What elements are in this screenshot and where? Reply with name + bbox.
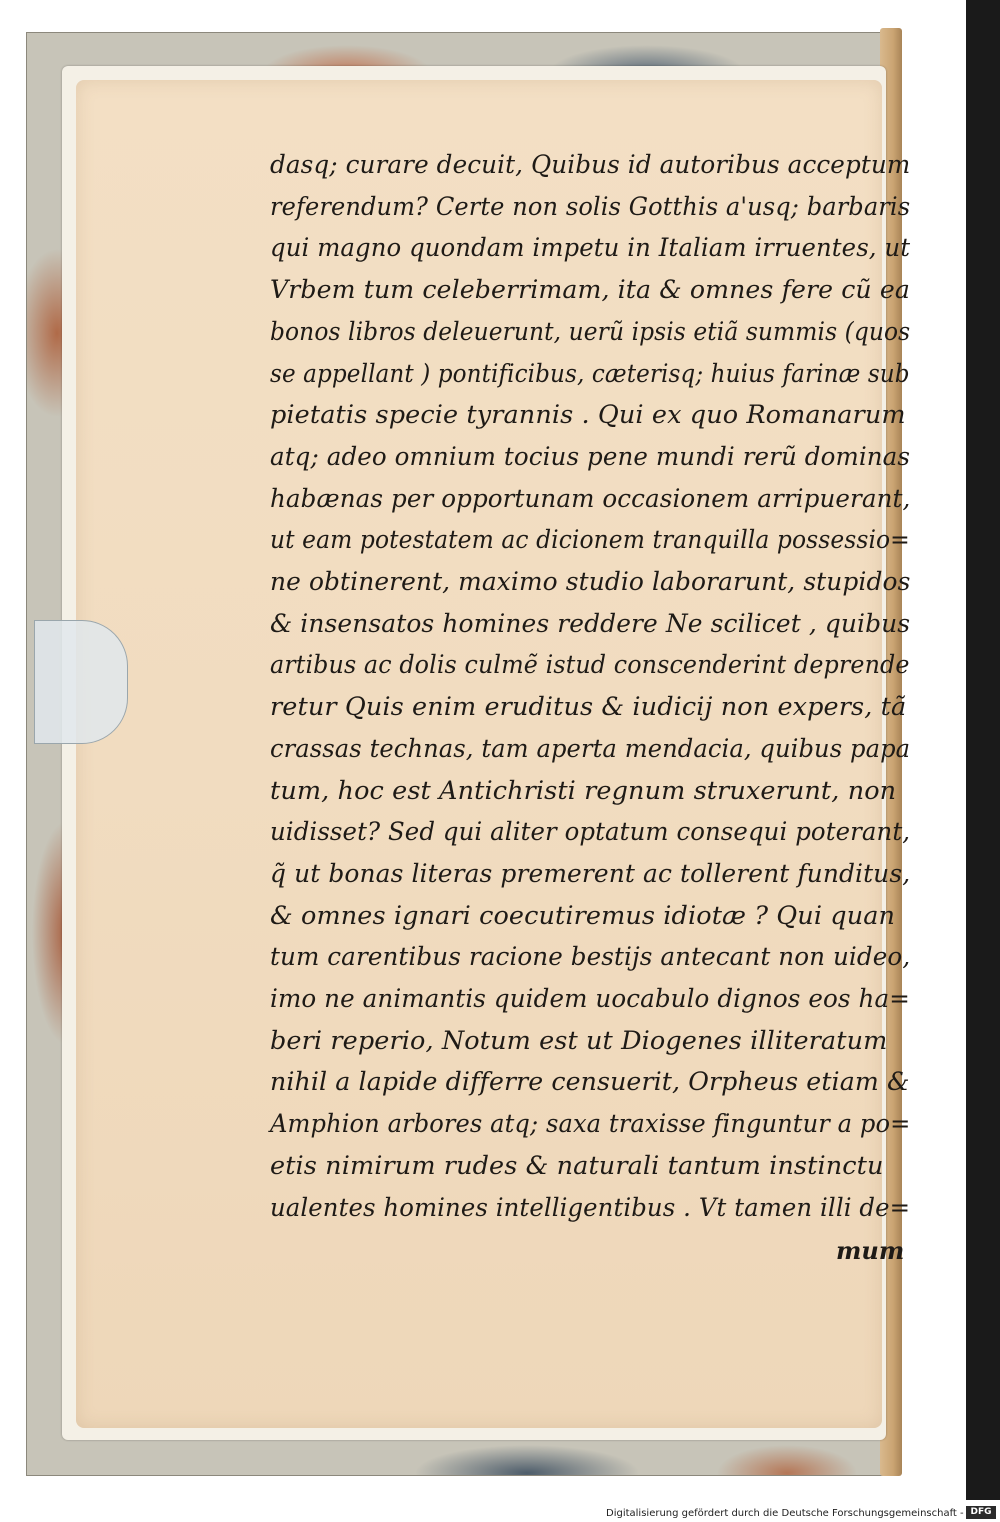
text-line: bonos libros deleuerunt, uerũ ipsis etiã summis (quos (270, 316, 911, 347)
text-line: ualentes homines intelligentibus . Vt tamen illi de= (270, 1192, 911, 1223)
text-line: referendum? Certe non solis Gotthis a'usq; barbaris (270, 191, 911, 222)
text-line: q̃ ut bonas literas premerent ac tollerent funditus, (270, 858, 911, 889)
text-line: tum carentibus racione bestijs antecant non uideo, (270, 942, 911, 973)
text-line: etis nimirum rudes & naturali tantum instinctu (270, 1150, 884, 1181)
scan-black-edge (966, 0, 1000, 1500)
text-line: habænas per opportunam occasionem arripuerant, (270, 483, 911, 514)
dfg-logo: DFG (966, 1506, 996, 1519)
footer-credit: Digitalisierung gefördert durch die Deutsche Forschungsgemeinschaft - (606, 1508, 964, 1519)
text-line: nihil a lapide differre censuerit, Orpheus etiam & (270, 1067, 910, 1098)
text-line: Vrbem tum celeberrimam, ita & omnes fere cũ ea (270, 275, 910, 306)
text-line: artibus ac dolis culmẽ istud conscenderint deprende (270, 650, 910, 681)
text-line: dasq; curare decuit, Quibus id autoribus acceptum (270, 150, 911, 180)
text-line: qui magno quondam impetu in Italiam irruentes, ut (270, 233, 911, 264)
text-line: retur Quis enim eruditus & iudicij non expers, tã (270, 692, 907, 723)
text-line: & insensatos homines reddere Ne scilicet , quibus (270, 608, 911, 639)
text-line: ut eam potestatem ac dicionem tranquilla possessio= (270, 525, 910, 556)
text-line: crassas technas, tam aperta mendacia, quibus papa (270, 733, 911, 764)
text-line: imo ne animantis quidem uocabulo dignos eos ha= (270, 984, 910, 1014)
text-line: atq; adeo omnium tocius pene mundi rerũ dominas (270, 441, 911, 472)
text-line: se appellant ) pontificibus, cæterisq; huius farinæ sub (270, 358, 910, 389)
text-line: pietatis specie tyrannis . Qui ex quo Romanarum (270, 400, 906, 431)
text-line: beri reperio, Notum est ut Diogenes illiteratum (270, 1025, 888, 1056)
catchword: mum (836, 1236, 905, 1265)
text-line: tum, hoc est Antichristi regnum struxerunt, non (270, 775, 897, 806)
text-line: ne obtinerent, maximo studio laborarunt, stupidos (270, 567, 911, 597)
plastic-clip (34, 620, 128, 744)
text-line: Amphion arbores atq; saxa traxisse finguntur a po= (270, 1109, 911, 1140)
text-line: & omnes ignari coecutiremus idiotæ ? Qui quan (270, 900, 896, 931)
text-line: uidisset? Sed qui aliter optatum consequi poterant, (270, 817, 911, 848)
